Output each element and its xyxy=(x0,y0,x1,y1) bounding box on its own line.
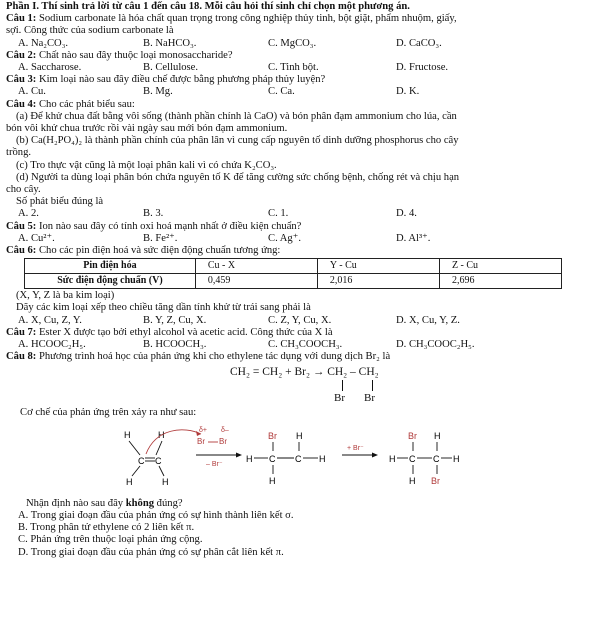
table-cell: 2,696 xyxy=(439,274,561,289)
question-text: Sodium carbonate là hóa chất quan trọng trong công nghiệp thủy tinh, bột giặt, phẩm nhuộm, giấy, xyxy=(36,13,457,25)
bond-line xyxy=(372,380,373,391)
br-minus-label: – Br⁻ xyxy=(206,460,223,468)
option-a[interactable]: A. Na₂CO₃. xyxy=(18,37,69,49)
question-text: Ester X được tạo bởi ethyl alcohol và acetic acid. Công thức của X là xyxy=(36,326,333,338)
question-8 xyxy=(6,351,591,558)
atom-c: C xyxy=(409,453,416,464)
options xyxy=(6,233,591,245)
question-label: Câu 3: xyxy=(6,74,37,86)
table-cell: Y - Cu xyxy=(317,259,439,274)
statement-a-cont: bón vôi khử chua trước rồi vài ngày sau mới bón đạm ammonium. xyxy=(6,123,288,135)
table-cell: Cu - X xyxy=(195,259,317,274)
atom-h: H xyxy=(434,430,441,441)
delta-minus-label: δ– xyxy=(221,426,229,434)
question-text: Cho các phát biểu sau: xyxy=(36,98,135,110)
atom-h: H xyxy=(158,429,165,440)
option-b[interactable]: B. Y, Z, Cu, X. xyxy=(143,314,207,326)
option-c[interactable]: C. Phản ứng trên thuộc loại phản ứng cộng. xyxy=(18,534,203,546)
option-d[interactable]: D. X, Cu, Y, Z. xyxy=(396,314,460,326)
question-3 xyxy=(6,74,591,98)
bond-line xyxy=(132,466,140,476)
option-b[interactable]: B. Cellulose. xyxy=(143,62,199,74)
prompt-text: Nhận định nào sau đây xyxy=(26,497,126,509)
table-cell: Z - Cu xyxy=(439,259,561,274)
question-label: Câu 4: xyxy=(6,98,37,110)
question-text: Kim loại nào sau đây điều chế được bằng phương pháp thủy luyện? xyxy=(36,74,326,86)
option-d[interactable]: D. Trong giai đoạn đầu của phản ứng có sự phân cắt liên kết π. xyxy=(18,546,284,558)
question-text: Phương trình hoá học của phản ứng khi cho ethylene tác dụng với dung dịch Br₂ là xyxy=(36,351,391,363)
question-text: Cho các pin điện hoá và sức điện động chuẩn tương ứng: xyxy=(36,245,281,257)
statement-a: (a) Để khử chua đất bằng vôi sống (thành phần chính là CaO) và bón phân đạm ammonium cho lúa, cần xyxy=(16,110,457,122)
options xyxy=(6,339,591,351)
atom-h: H xyxy=(319,453,326,464)
question-text: sợi. Công thức của sodium carbonate là xyxy=(6,25,174,37)
mechanism-diagram xyxy=(6,424,591,496)
bond-line xyxy=(159,466,164,476)
option-d[interactable]: D. Fructose. xyxy=(396,62,449,74)
option-d[interactable]: D. Al³⁺. xyxy=(396,232,431,244)
option-d[interactable]: D. 4. xyxy=(396,208,417,220)
question-label: Câu 6: xyxy=(6,245,37,257)
statement-d-cont: cho cây. xyxy=(6,184,41,196)
option-b[interactable]: B. NaHCO₃. xyxy=(143,37,197,49)
option-c[interactable]: C. Ag⁺. xyxy=(268,232,301,244)
option-a[interactable]: A. 2. xyxy=(18,208,39,220)
option-a[interactable]: A. Cu²⁺. xyxy=(18,232,55,244)
atom-h: H xyxy=(453,453,460,464)
plus-br-label: + Br⁻ xyxy=(347,444,364,452)
atom-h: H xyxy=(246,453,253,464)
option-c[interactable]: C. Ca. xyxy=(268,86,295,98)
question-7 xyxy=(6,327,591,351)
question-6 xyxy=(6,245,591,327)
option-a[interactable]: A. Trong giai đoạn đầu của phản ứng có sự hình thành liên kết σ. xyxy=(18,509,294,521)
bond-line xyxy=(156,441,162,455)
option-a[interactable]: A. Cu. xyxy=(18,86,46,98)
atom-c: C xyxy=(433,453,440,464)
atom-br: Br xyxy=(408,430,417,441)
atom-h: H xyxy=(409,475,416,486)
table-header: Sức điện động chuẩn (V) xyxy=(25,274,196,289)
option-d[interactable]: D. K. xyxy=(396,86,420,98)
statement-c: (c) Tro thực vật cũng là một loại phân kali vì có chứa K₂CO₃. xyxy=(16,159,277,171)
statement-b: (b) Ca(H₂PO₄)₂ là thành phần chính của phân lân vì cung cấp nguyên tố dinh dưỡng phosphorus cho cây xyxy=(16,135,459,147)
question-text: Ion nào sau đây có tính oxi hoá mạnh nhất ở điều kiện chuẩn? xyxy=(36,220,302,232)
bromine-label: Br xyxy=(364,392,375,405)
atom-br: Br xyxy=(268,430,277,441)
option-c[interactable]: C. 1. xyxy=(268,208,289,220)
bond-line xyxy=(342,380,343,391)
question-prompt: Dãy các kim loại xếp theo chiều tăng dần tính khử từ trái sang phải là xyxy=(16,302,311,314)
option-b[interactable]: B. 3. xyxy=(143,208,164,220)
question-prompt: Số phát biểu đúng là xyxy=(16,196,104,208)
option-a[interactable]: A. Saccharose. xyxy=(18,62,82,74)
bond-line xyxy=(129,441,140,455)
option-a[interactable]: A. HCOOC₂H₅. xyxy=(18,339,86,351)
atom-c: C xyxy=(155,455,162,466)
reaction-equation xyxy=(6,363,591,407)
options xyxy=(6,38,591,50)
table-row xyxy=(25,259,562,274)
atom-h: H xyxy=(389,453,396,464)
table-row xyxy=(25,274,562,289)
question-prompt xyxy=(6,498,591,510)
atom-h: H xyxy=(126,476,133,487)
atom-h: H xyxy=(124,429,131,440)
equation-text: CH₂ = CH₂ + Br₂ → CH₂ – CH₂ xyxy=(230,366,379,379)
arrow-head xyxy=(236,452,242,457)
section-header: Phần I. Thí sinh trả lời từ câu 1 đến câu 18. Mỗi câu hỏi thí sinh chỉ chọn một phương án. xyxy=(6,1,410,12)
question-text: Chất nào sau đây thuộc loại monosaccharide? xyxy=(36,49,233,61)
statement-d: (d) Người ta dùng loại phân bón chứa nguyên tố K để tăng cường sức chống bệnh, chống rét và chịu hạn xyxy=(16,171,460,183)
option-b[interactable]: B. Mg. xyxy=(143,86,173,98)
options xyxy=(6,86,591,98)
table-cell: 0,459 xyxy=(195,274,317,289)
option-c[interactable]: C. Z, Y, Cu, X. xyxy=(268,314,332,326)
arrow-head xyxy=(372,452,378,457)
option-d[interactable]: D. CaCO₃. xyxy=(396,37,442,49)
electron-arrow xyxy=(146,430,201,454)
prompt-text: đúng? xyxy=(154,497,183,509)
question-label: Câu 7: xyxy=(6,326,37,338)
table-cell: 2,016 xyxy=(317,274,439,289)
atom-br: Br xyxy=(197,436,205,446)
question-1 xyxy=(6,13,591,50)
atom-c: C xyxy=(295,453,302,464)
bromine-label: Br xyxy=(334,392,345,405)
question-5 xyxy=(6,221,591,245)
question-2 xyxy=(6,50,591,74)
options xyxy=(6,315,591,327)
prompt-emphasis: không xyxy=(125,497,155,509)
question-label: Câu 5: xyxy=(6,220,37,232)
question-label: Câu 2: xyxy=(6,49,37,61)
option-c[interactable]: C. Tinh bột. xyxy=(268,62,319,74)
options xyxy=(6,208,591,220)
mechanism-svg xyxy=(6,424,591,496)
option-b[interactable]: B. HCOOCH₃. xyxy=(143,339,207,351)
option-c[interactable]: C. CH₃COOCH₃. xyxy=(268,339,343,351)
atom-h: H xyxy=(269,475,276,486)
delta-plus-label: δ+ xyxy=(199,426,207,434)
mechanism-intro: Cơ chế của phản ứng trên xảy ra như sau: xyxy=(20,407,197,419)
options xyxy=(6,510,591,559)
question-label: Câu 8: xyxy=(6,351,37,363)
option-a[interactable]: A. X, Cu, Z, Y. xyxy=(18,314,82,326)
option-b[interactable]: B. Trong phân tử ethylene có 2 liên kết π. xyxy=(18,522,195,534)
question-4 xyxy=(6,99,591,221)
options xyxy=(6,62,591,74)
atom-br: Br xyxy=(219,436,227,446)
option-b[interactable]: B. Fe²⁺. xyxy=(143,232,178,244)
atom-br: Br xyxy=(431,475,440,486)
table-note: (X, Y, Z là ba kim loại) xyxy=(16,290,115,302)
table-header: Pin điện hóa xyxy=(25,259,196,274)
atom-h: H xyxy=(296,430,303,441)
atom-h: H xyxy=(162,476,169,487)
statement-b-cont: trồng. xyxy=(6,147,32,159)
question-label: Câu 1: xyxy=(6,13,37,25)
emf-table xyxy=(24,258,562,289)
atom-c: C xyxy=(138,455,145,466)
option-c[interactable]: C. MgCO₃. xyxy=(268,37,317,49)
atom-c: C xyxy=(269,453,276,464)
option-d[interactable]: D. CH₃COOC₂H₅. xyxy=(396,339,475,351)
